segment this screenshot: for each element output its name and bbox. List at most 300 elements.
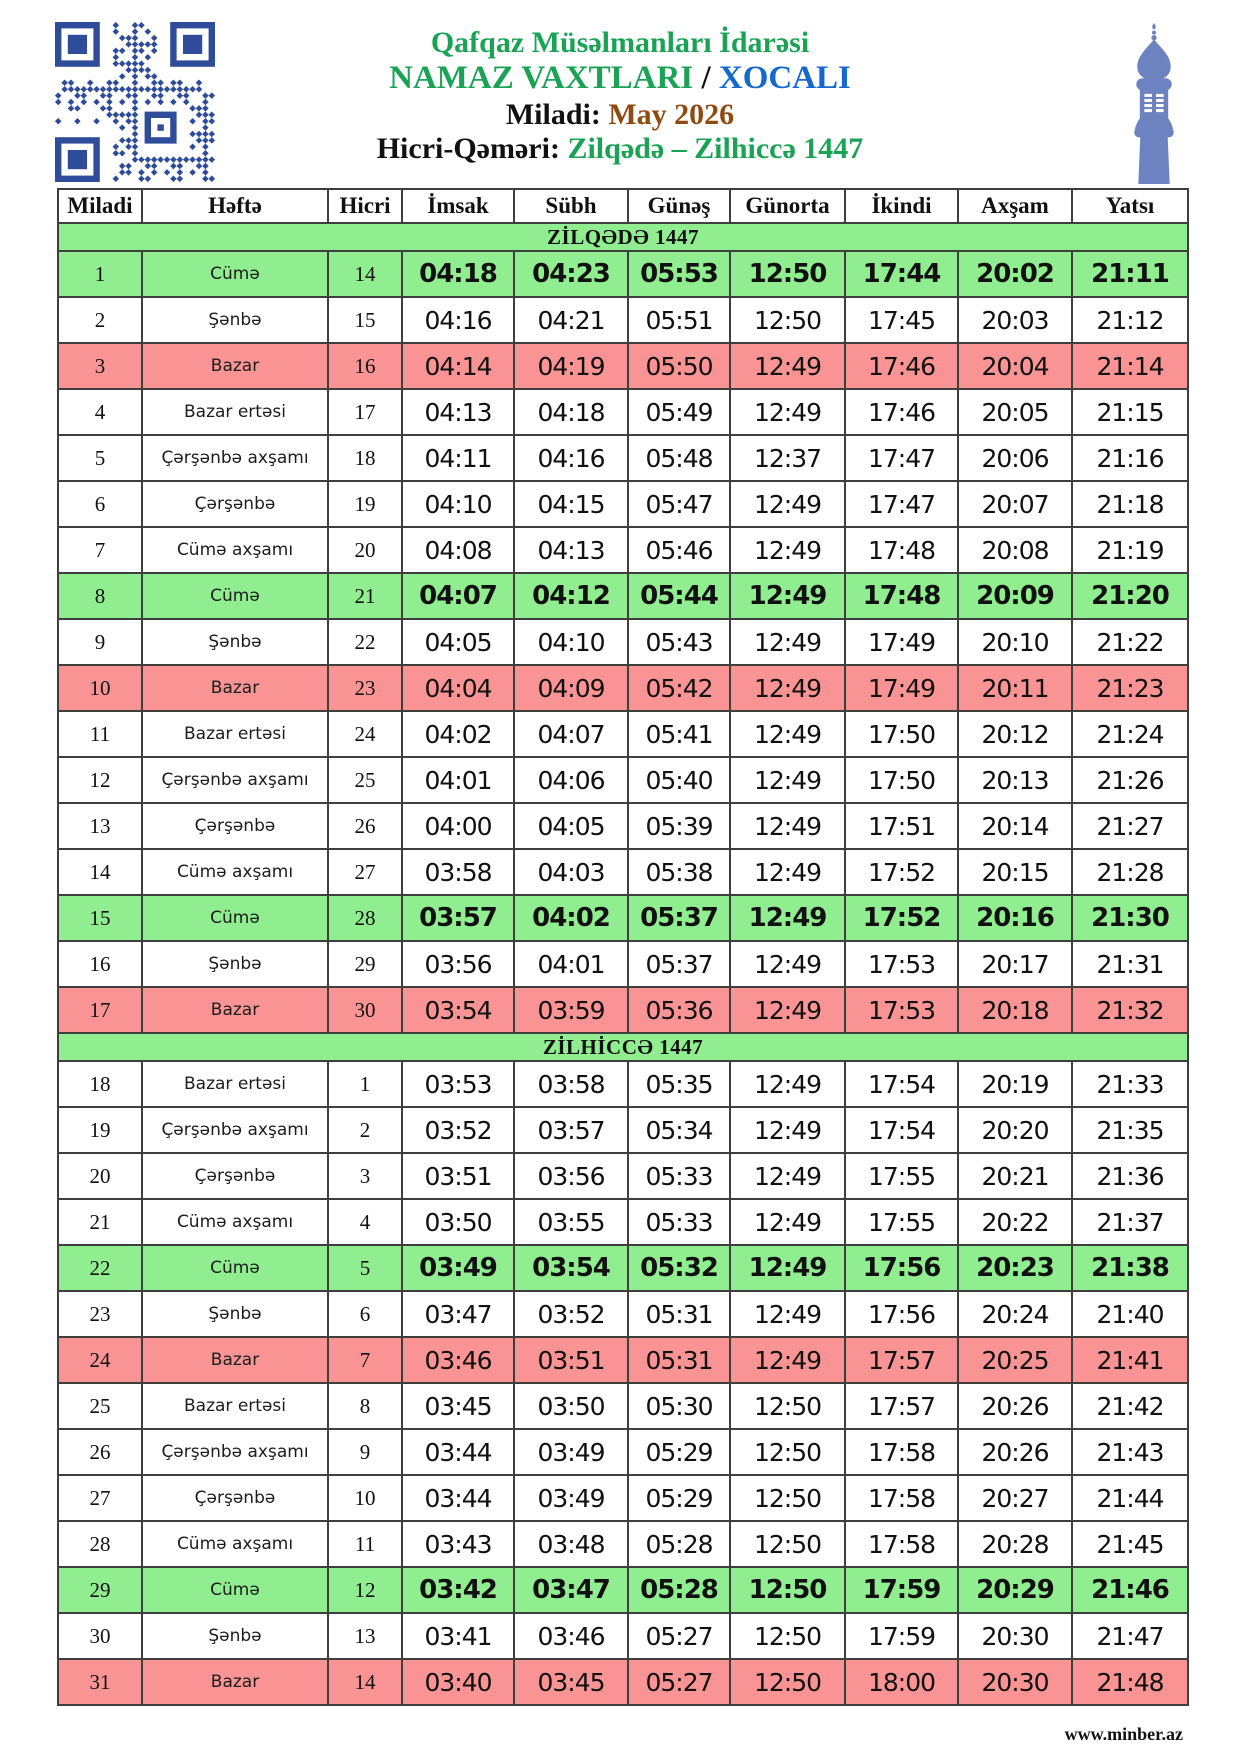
hicri-cell: 13 [328,1613,402,1659]
time-cell: 17:50 [845,711,958,757]
table-row [58,1475,1188,1521]
time-cell: 04:08 [402,527,514,573]
time-cell: 21:44 [1072,1475,1188,1521]
miladi-cell: 2 [58,297,142,343]
section-row [58,1033,1188,1061]
miladi-line [180,98,1060,132]
time-cell: 05:30 [628,1383,730,1429]
hicri-label: Hicri-Qəməri: [376,131,568,165]
time-cell: 03:54 [514,1245,628,1291]
time-cell: 21:31 [1072,941,1188,987]
time-cell: 21:40 [1072,1291,1188,1337]
time-cell: 12:50 [730,1659,845,1705]
time-cell: 21:37 [1072,1199,1188,1245]
miladi-cell: 30 [58,1613,142,1659]
time-cell: 05:49 [628,389,730,435]
website-footer: www.minber.az [1064,1724,1183,1744]
time-cell: 12:50 [730,251,845,297]
time-cell: 03:49 [514,1429,628,1475]
time-cell: 05:50 [628,343,730,389]
time-cell: 17:46 [845,389,958,435]
hicri-cell: 26 [328,803,402,849]
time-cell: 04:06 [514,757,628,803]
miladi-label: Miladi: [505,97,609,131]
time-cell: 04:10 [402,481,514,527]
weekday-cell: Çərşənbə [142,1153,328,1199]
weekday-cell: Çərşənbə axşamı [142,435,328,481]
miladi-cell: 24 [58,1337,142,1383]
time-cell: 05:37 [628,941,730,987]
time-cell: 03:48 [514,1521,628,1567]
time-cell: 12:49 [730,1291,845,1337]
miladi-cell: 1 [58,251,142,297]
time-cell: 21:28 [1072,849,1188,895]
time-cell: 12:50 [730,1383,845,1429]
table-row [58,389,1188,435]
time-cell: 05:29 [628,1429,730,1475]
time-cell: 21:33 [1072,1061,1188,1107]
time-cell: 04:18 [514,389,628,435]
time-cell: 20:04 [958,343,1072,389]
time-cell: 05:31 [628,1291,730,1337]
miladi-cell: 26 [58,1429,142,1475]
weekday-cell: Şənbə [142,941,328,987]
miladi-cell: 23 [58,1291,142,1337]
time-cell: 05:53 [628,251,730,297]
title-city: XOCALI [718,60,851,97]
weekday-cell: Bazar [142,1659,328,1705]
time-cell: 21:14 [1072,343,1188,389]
time-cell: 04:07 [402,573,514,619]
weekday-cell: Cümə [142,895,328,941]
hicri-cell: 1 [328,1061,402,1107]
section-title: ZİLQƏDƏ 1447 [58,223,1188,251]
time-cell: 20:16 [958,895,1072,941]
time-cell: 03:57 [514,1107,628,1153]
time-cell: 04:19 [514,343,628,389]
table-row [58,619,1188,665]
table-row [58,1613,1188,1659]
time-cell: 12:49 [730,343,845,389]
time-cell: 03:57 [402,895,514,941]
time-cell: 04:10 [514,619,628,665]
miladi-cell: 11 [58,711,142,757]
time-cell: 12:49 [730,1199,845,1245]
table-row [58,711,1188,757]
time-cell: 05:27 [628,1613,730,1659]
time-cell: 12:50 [730,1429,845,1475]
time-cell: 03:46 [514,1613,628,1659]
time-cell: 04:15 [514,481,628,527]
time-cell: 20:24 [958,1291,1072,1337]
time-cell: 20:09 [958,573,1072,619]
table-row [58,895,1188,941]
hicri-cell: 21 [328,573,402,619]
time-cell: 04:07 [514,711,628,757]
time-cell: 05:28 [628,1521,730,1567]
time-cell: 21:42 [1072,1383,1188,1429]
table-row [58,251,1188,297]
time-cell: 05:44 [628,573,730,619]
time-cell: 20:27 [958,1475,1072,1521]
time-cell: 04:01 [514,941,628,987]
hicri-cell: 9 [328,1429,402,1475]
time-cell: 05:41 [628,711,730,757]
hicri-cell: 10 [328,1475,402,1521]
time-cell: 20:26 [958,1383,1072,1429]
time-cell: 04:14 [402,343,514,389]
time-cell: 03:40 [402,1659,514,1705]
time-cell: 05:46 [628,527,730,573]
hicri-value: Zilqədə – Zilhiccə 1447 [567,131,864,165]
time-cell: 17:48 [845,573,958,619]
time-cell: 03:52 [514,1291,628,1337]
weekday-cell: Bazar [142,987,328,1033]
time-cell: 17:55 [845,1199,958,1245]
hicri-cell: 15 [328,297,402,343]
time-cell: 17:51 [845,803,958,849]
time-cell: 12:50 [730,1521,845,1567]
time-cell: 03:58 [514,1061,628,1107]
time-cell: 17:53 [845,941,958,987]
miladi-cell: 15 [58,895,142,941]
time-cell: 12:49 [730,987,845,1033]
table-row [58,1107,1188,1153]
miladi-cell: 3 [58,343,142,389]
time-cell: 04:00 [402,803,514,849]
hicri-cell: 14 [328,1659,402,1705]
time-cell: 20:13 [958,757,1072,803]
weekday-cell: Cümə [142,573,328,619]
time-cell: 04:18 [402,251,514,297]
table-row [58,1567,1188,1613]
column-header: Miladi [58,189,142,223]
time-cell: 21:38 [1072,1245,1188,1291]
table-row [58,1521,1188,1567]
time-cell: 04:21 [514,297,628,343]
miladi-cell: 17 [58,987,142,1033]
time-cell: 03:59 [514,987,628,1033]
time-cell: 20:29 [958,1567,1072,1613]
table-row [58,665,1188,711]
time-cell: 18:00 [845,1659,958,1705]
weekday-cell: Bazar ertəsi [142,389,328,435]
table-row [58,987,1188,1033]
weekday-cell: Şənbə [142,297,328,343]
hicri-cell: 25 [328,757,402,803]
hicri-cell: 30 [328,987,402,1033]
column-header: Günəş [628,189,730,223]
hicri-cell: 16 [328,343,402,389]
time-cell: 21:20 [1072,573,1188,619]
title-separator: / [693,60,719,97]
time-cell: 03:52 [402,1107,514,1153]
table-row [58,527,1188,573]
miladi-cell: 19 [58,1107,142,1153]
time-cell: 05:39 [628,803,730,849]
time-cell: 17:49 [845,665,958,711]
table-row [58,1061,1188,1107]
table-row [58,1153,1188,1199]
table-row [58,1659,1188,1705]
time-cell: 03:42 [402,1567,514,1613]
weekday-cell: Bazar ertəsi [142,1061,328,1107]
time-cell: 20:22 [958,1199,1072,1245]
table-row [58,297,1188,343]
time-cell: 12:49 [730,757,845,803]
time-cell: 17:52 [845,895,958,941]
time-cell: 20:08 [958,527,1072,573]
time-cell: 20:14 [958,803,1072,849]
time-cell: 04:05 [402,619,514,665]
weekday-cell: Cümə axşamı [142,849,328,895]
time-cell: 21:41 [1072,1337,1188,1383]
time-cell: 17:53 [845,987,958,1033]
weekday-cell: Bazar [142,665,328,711]
time-cell: 05:36 [628,987,730,1033]
time-cell: 03:41 [402,1613,514,1659]
time-cell: 05:42 [628,665,730,711]
time-cell: 04:13 [514,527,628,573]
time-cell: 12:37 [730,435,845,481]
time-cell: 05:27 [628,1659,730,1705]
time-cell: 20:26 [958,1429,1072,1475]
time-cell: 17:54 [845,1107,958,1153]
time-cell: 03:56 [402,941,514,987]
prayer-times-table [57,188,1189,1706]
time-cell: 03:50 [514,1383,628,1429]
table-row [58,435,1188,481]
miladi-cell: 31 [58,1659,142,1705]
time-cell: 20:10 [958,619,1072,665]
time-cell: 12:49 [730,711,845,757]
time-cell: 03:45 [402,1383,514,1429]
time-cell: 21:45 [1072,1521,1188,1567]
table-row [58,573,1188,619]
time-cell: 05:34 [628,1107,730,1153]
time-cell: 05:37 [628,895,730,941]
time-cell: 12:49 [730,1337,845,1383]
time-cell: 03:51 [402,1153,514,1199]
hicri-cell: 24 [328,711,402,757]
time-cell: 12:49 [730,665,845,711]
table-row [58,941,1188,987]
miladi-cell: 25 [58,1383,142,1429]
time-cell: 04:13 [402,389,514,435]
hicri-cell: 19 [328,481,402,527]
miladi-cell: 22 [58,1245,142,1291]
miladi-cell: 6 [58,481,142,527]
table-row [58,1199,1188,1245]
miladi-cell: 14 [58,849,142,895]
weekday-cell: Bazar ertəsi [142,1383,328,1429]
weekday-cell: Cümə [142,251,328,297]
table-row [58,343,1188,389]
time-cell: 12:50 [730,1613,845,1659]
hicri-cell: 27 [328,849,402,895]
time-cell: 12:49 [730,849,845,895]
time-cell: 17:54 [845,1061,958,1107]
time-cell: 20:20 [958,1107,1072,1153]
weekday-cell: Çərşənbə axşamı [142,1429,328,1475]
weekday-cell: Çərşənbə [142,1475,328,1521]
hicri-cell: 6 [328,1291,402,1337]
time-cell: 04:02 [514,895,628,941]
hicri-cell: 17 [328,389,402,435]
hicri-cell: 7 [328,1337,402,1383]
time-cell: 03:55 [514,1199,628,1245]
time-cell: 12:50 [730,297,845,343]
time-cell: 04:23 [514,251,628,297]
time-cell: 12:49 [730,527,845,573]
time-cell: 17:44 [845,251,958,297]
time-cell: 12:49 [730,895,845,941]
time-cell: 04:11 [402,435,514,481]
time-cell: 03:47 [402,1291,514,1337]
column-header: Həftə [142,189,328,223]
time-cell: 05:47 [628,481,730,527]
time-cell: 05:51 [628,297,730,343]
table-row [58,1245,1188,1291]
time-cell: 03:45 [514,1659,628,1705]
miladi-cell: 20 [58,1153,142,1199]
weekday-cell: Çərşənbə [142,803,328,849]
time-cell: 21:48 [1072,1659,1188,1705]
column-header: Günorta [730,189,845,223]
time-cell: 05:38 [628,849,730,895]
time-cell: 20:30 [958,1613,1072,1659]
weekday-cell: Bazar [142,343,328,389]
time-cell: 12:49 [730,619,845,665]
time-cell: 05:28 [628,1567,730,1613]
table-row [58,1383,1188,1429]
time-cell: 12:49 [730,803,845,849]
time-cell: 05:40 [628,757,730,803]
hicri-cell: 3 [328,1153,402,1199]
minaret-icon [1122,22,1186,184]
time-cell: 12:49 [730,1153,845,1199]
miladi-cell: 12 [58,757,142,803]
time-cell: 12:49 [730,1061,845,1107]
weekday-cell: Bazar [142,1337,328,1383]
time-cell: 21:15 [1072,389,1188,435]
time-cell: 12:49 [730,1245,845,1291]
weekday-cell: Cümə [142,1245,328,1291]
time-cell: 21:16 [1072,435,1188,481]
miladi-cell: 27 [58,1475,142,1521]
time-cell: 21:30 [1072,895,1188,941]
miladi-cell: 7 [58,527,142,573]
time-cell: 20:12 [958,711,1072,757]
time-cell: 12:49 [730,481,845,527]
miladi-cell: 29 [58,1567,142,1613]
hicri-cell: 23 [328,665,402,711]
time-cell: 03:46 [402,1337,514,1383]
table-row [58,849,1188,895]
table-row [58,1337,1188,1383]
time-cell: 17:46 [845,343,958,389]
time-cell: 04:16 [402,297,514,343]
hicri-cell: 5 [328,1245,402,1291]
time-cell: 21:35 [1072,1107,1188,1153]
time-cell: 12:50 [730,1567,845,1613]
weekday-cell: Çərşənbə axşamı [142,1107,328,1153]
time-cell: 21:46 [1072,1567,1188,1613]
miladi-cell: 10 [58,665,142,711]
weekday-cell: Çərşənbə axşamı [142,757,328,803]
weekday-cell: Şənbə [142,619,328,665]
time-cell: 04:16 [514,435,628,481]
time-cell: 21:23 [1072,665,1188,711]
time-cell: 05:33 [628,1199,730,1245]
time-cell: 20:21 [958,1153,1072,1199]
column-header: İkindi [845,189,958,223]
time-cell: 17:58 [845,1475,958,1521]
time-cell: 17:59 [845,1613,958,1659]
time-cell: 20:02 [958,251,1072,297]
weekday-cell: Cümə [142,1567,328,1613]
header-row [58,189,1188,223]
time-cell: 21:19 [1072,527,1188,573]
hicri-cell: 12 [328,1567,402,1613]
hicri-cell: 4 [328,1199,402,1245]
time-cell: 17:47 [845,435,958,481]
time-cell: 20:28 [958,1521,1072,1567]
miladi-cell: 9 [58,619,142,665]
hicri-cell: 29 [328,941,402,987]
time-cell: 03:44 [402,1429,514,1475]
time-cell: 21:24 [1072,711,1188,757]
time-cell: 21:12 [1072,297,1188,343]
time-cell: 04:05 [514,803,628,849]
time-cell: 21:18 [1072,481,1188,527]
column-header: Yatsı [1072,189,1188,223]
time-cell: 05:29 [628,1475,730,1521]
time-cell: 05:32 [628,1245,730,1291]
time-cell: 20:07 [958,481,1072,527]
time-cell: 20:30 [958,1659,1072,1705]
hicri-cell: 11 [328,1521,402,1567]
weekday-cell: Şənbə [142,1291,328,1337]
column-header: Sübh [514,189,628,223]
time-cell: 03:53 [402,1061,514,1107]
time-cell: 03:54 [402,987,514,1033]
time-cell: 17:58 [845,1521,958,1567]
time-cell: 03:50 [402,1199,514,1245]
miladi-cell: 8 [58,573,142,619]
time-cell: 20:23 [958,1245,1072,1291]
time-cell: 05:31 [628,1337,730,1383]
hicri-line [180,132,1060,166]
time-cell: 20:03 [958,297,1072,343]
time-cell: 21:43 [1072,1429,1188,1475]
time-cell: 12:49 [730,389,845,435]
time-cell: 21:47 [1072,1613,1188,1659]
time-cell: 05:48 [628,435,730,481]
hicri-cell: 28 [328,895,402,941]
time-cell: 17:50 [845,757,958,803]
time-cell: 03:47 [514,1567,628,1613]
time-cell: 12:50 [730,1475,845,1521]
weekday-cell: Çərşənbə [142,481,328,527]
time-cell: 05:43 [628,619,730,665]
header-titles [180,26,1060,166]
time-cell: 20:17 [958,941,1072,987]
organization-title: Qafqaz Müsəlmanları İdarəsi [430,26,810,59]
table-wrapper [57,188,1189,1706]
time-cell: 03:58 [402,849,514,895]
time-cell: 17:56 [845,1291,958,1337]
